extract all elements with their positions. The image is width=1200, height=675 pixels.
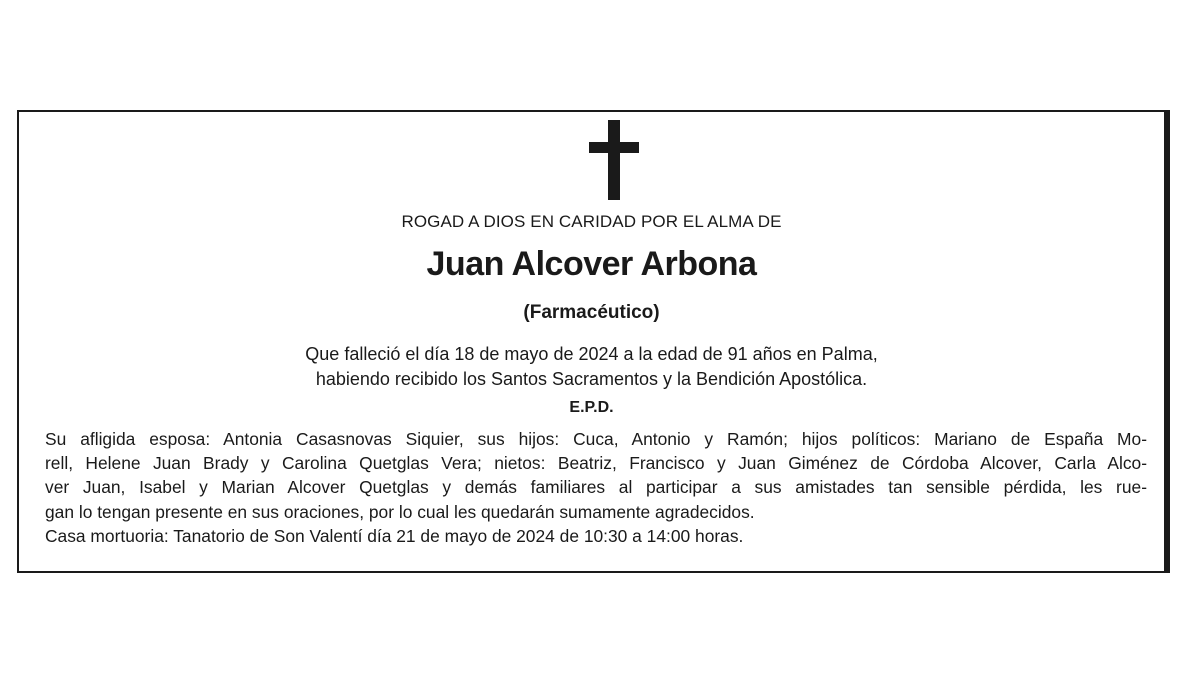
family-line: Su afligida esposa: Antonia Casasnovas Siquier, sus hijos: Cuca, Antonio y Ramón; hijos políticos: Mariano de España Mo- <box>45 429 1147 449</box>
latin-cross-icon <box>589 120 639 200</box>
family-line: ver Juan, Isabel y Marian Alcover Quetglas y demás familiares al participar a sus amistades tan sensible pérdida, les rue- <box>45 477 1147 498</box>
deceased-name: Juan Alcover Arbona <box>426 245 757 283</box>
death-details-line-2: habiendo recibido los Santos Sacramentos y la Bendición Apostólica. <box>315 369 868 389</box>
family-paragraph <box>45 427 1147 548</box>
mortuary-info: Casa mortuoria: Tanatorio de Son Valentí día 21 de mayo de 2024 de 10:30 a 14:00 horas. <box>45 525 744 546</box>
family-line: gan lo tengan presente en sus oraciones, por lo cual les quedarán sumamente agradecidos. <box>45 501 755 522</box>
death-details <box>19 342 1164 392</box>
death-details-line-1: Que falleció el día 18 de mayo de 2024 a la edad de 91 años en Palma, <box>305 344 878 364</box>
epd-label: E.P.D. <box>569 399 614 416</box>
family-line: rell, Helene Juan Brady y Carolina Quetglas Vera; nietos: Beatriz, Francisco y Juan Giménez de Córdoba Alcover, Carla Alco- <box>45 453 1147 474</box>
obituary-notice <box>17 110 1170 573</box>
intro-text: ROGAD A DIOS EN CARIDAD POR EL ALMA DE <box>401 212 782 231</box>
profession: (Farmacéutico) <box>523 302 660 323</box>
